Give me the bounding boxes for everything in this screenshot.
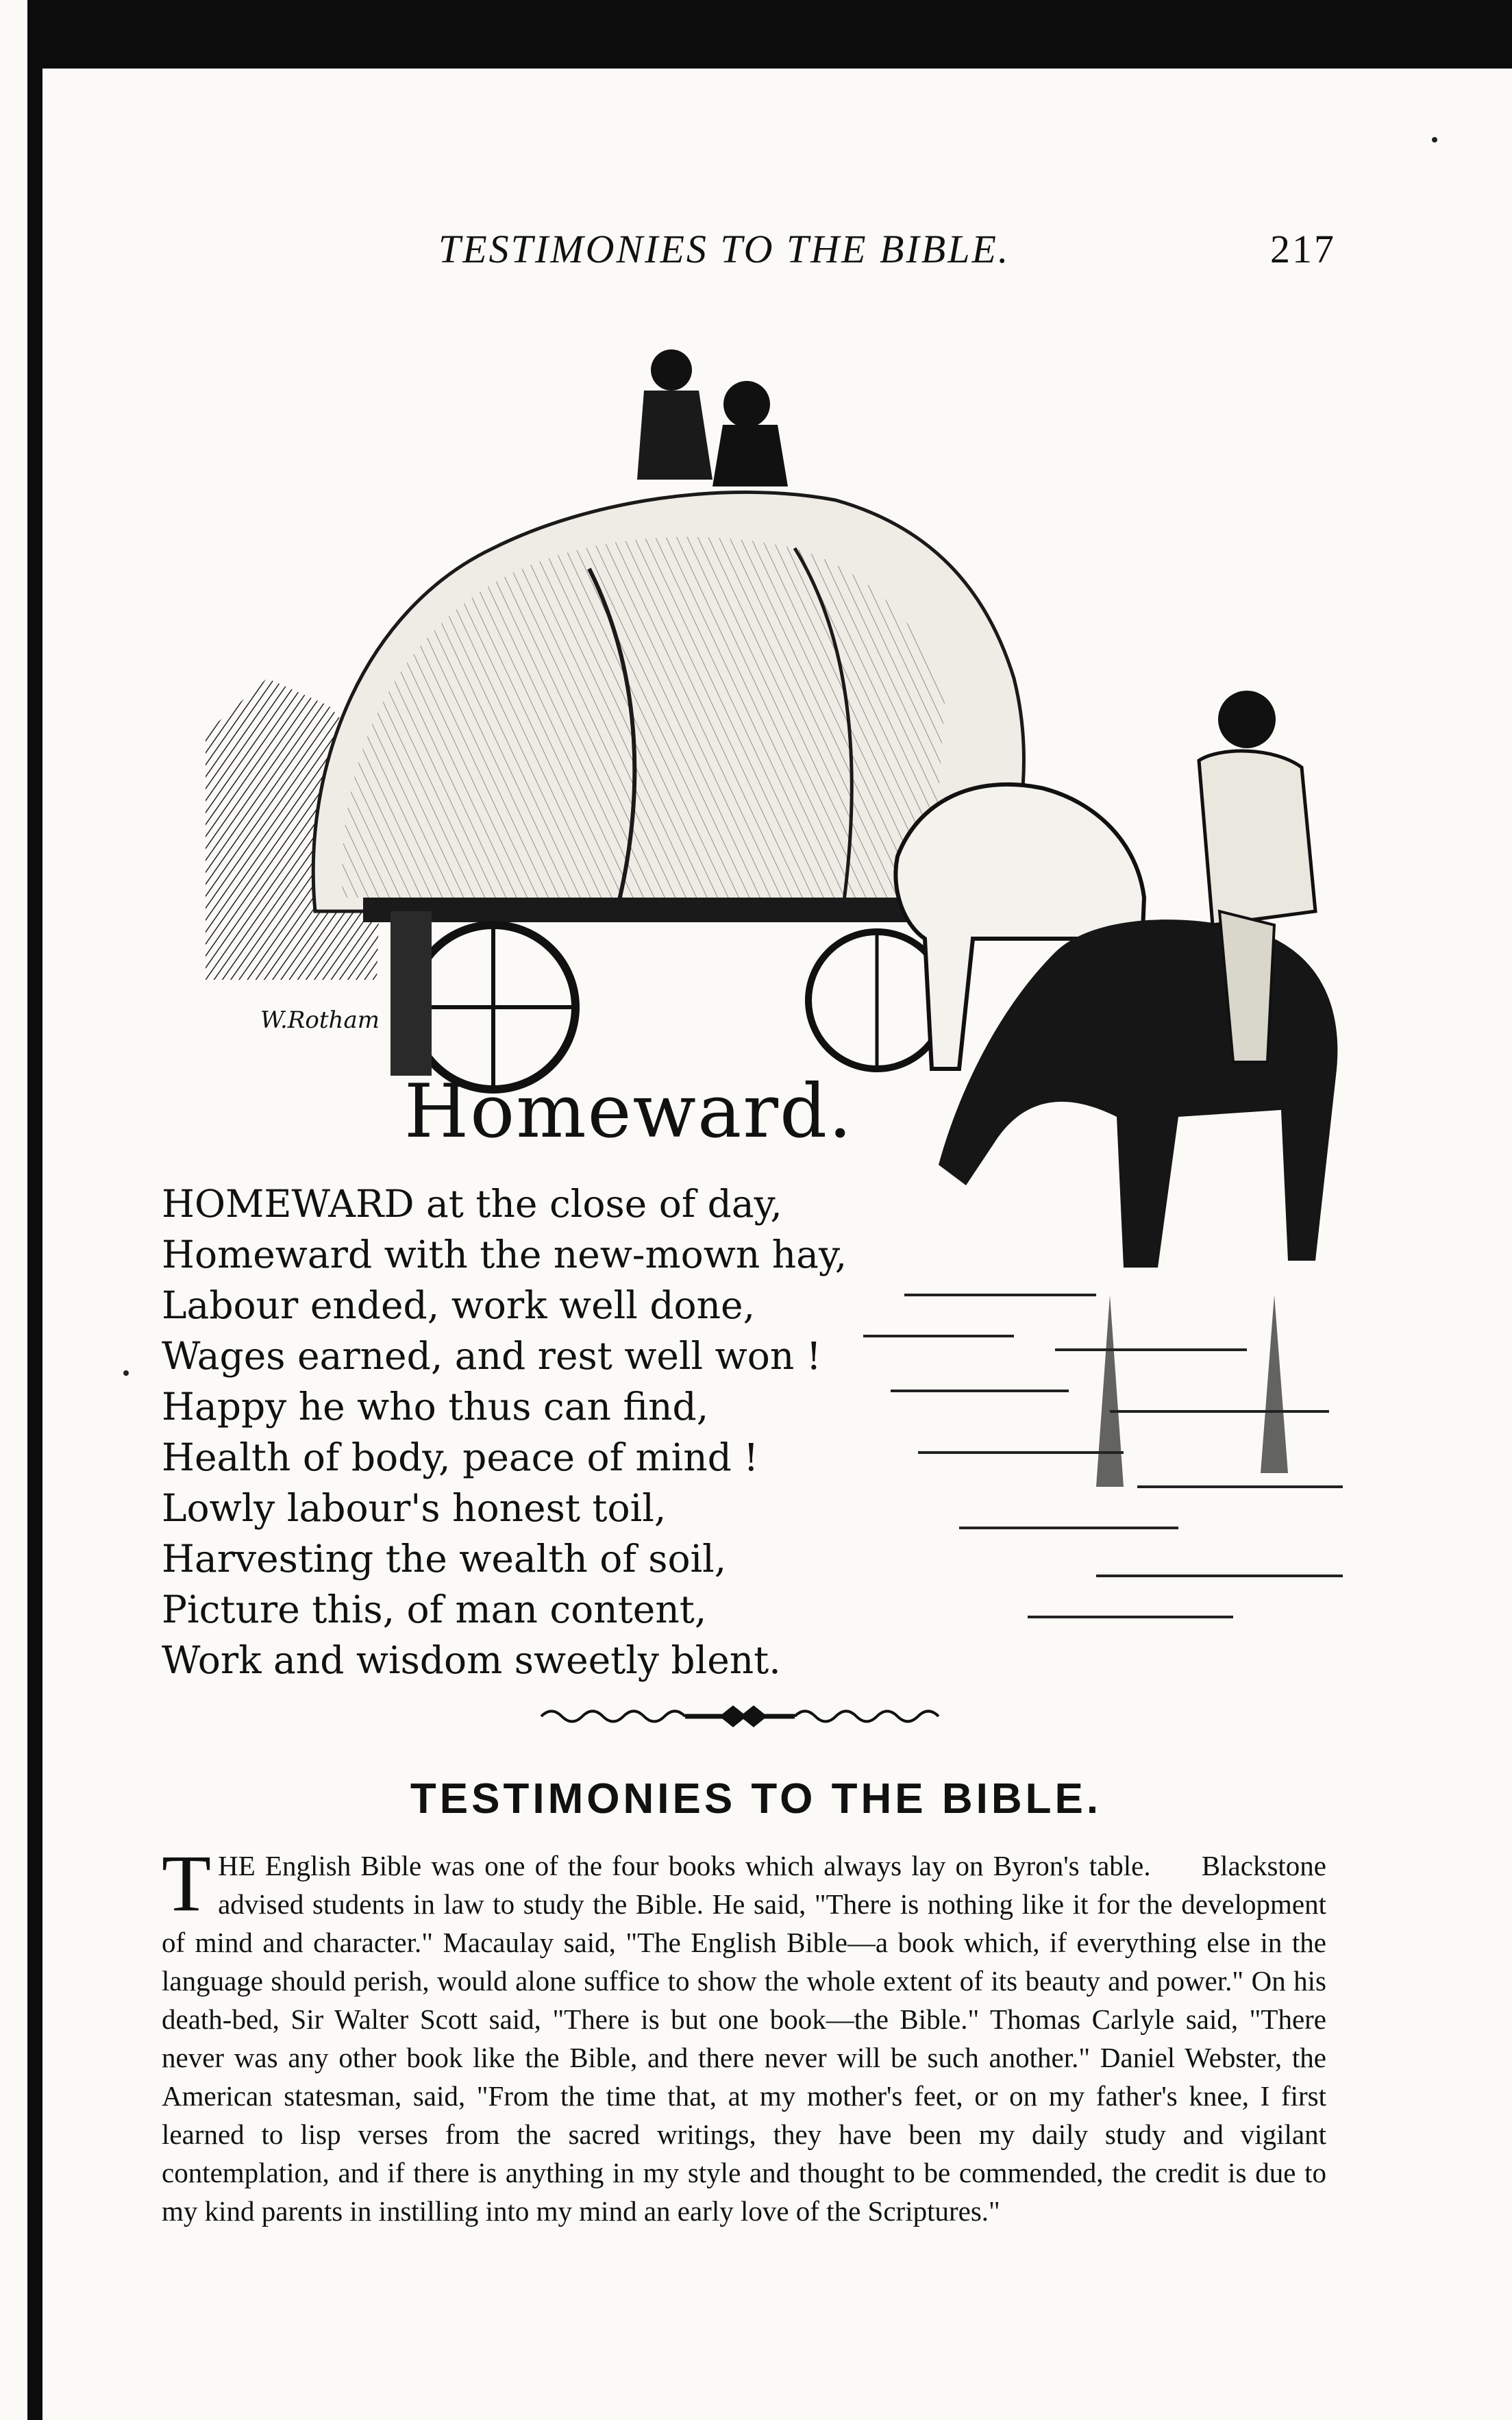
ornament-divider-icon [534,1696,945,1737]
running-head [438,226,1336,281]
poem-line: Picture this, of man content, [162,1588,707,1631]
page-frame-top-bar [27,0,1512,69]
page-frame-gap [42,69,1512,78]
poem-line: Health of body, peace of mind ! [162,1435,759,1479]
poem-line: Lowly labour's honest toil, [162,1486,667,1530]
poem-line: Harvesting the wealth of soil, [162,1537,727,1581]
print-speck [1432,137,1437,143]
first-line: HE English Bible was one of the four books which always lay on Byron's table. [218,1850,1151,1881]
page-frame-left-bar [27,0,42,2420]
section-heading: TESTIMONIES TO THE BIBLE. [410,1775,1102,1823]
poem-line: Work and wisdom sweetly blent. [162,1638,781,1682]
poem-line: HOMEWARD at the close of day, [162,1182,782,1226]
drop-cap: T [162,1838,212,1928]
poem [162,1178,881,1686]
page-number: 217 [1270,227,1336,271]
body-paragraph: Blackstone advised students in law to study the Bible. He said, "There is nothing like it for the development of mind and character." Macaulay said, "The English Bible—a book which, if everything else in the language should perish, would alone suffice to show the whole extent of its beauty and power." On his death-bed, Sir Walter Scott said, "There is but one book—the Bible." Thomas Carlyle said, "There never was any other book like the Bible, and there never will be such another." Daniel Webster, the American statesman, said, "From the time that, at my mother's feet, or on my father's knee, I first learned to lisp verses from the sacred writings, they have been my daily study and vigilant contemplation, and if there is anything in my style and thought to be commended, the credit is due to my kind parents in instilling into my mind an early love of the Scriptures." [162,1850,1326,2227]
article-body [162,1838,1326,2230]
poem-title: Homeward. [404,1069,854,1155]
svg-text:W.Rotham: W.Rotham [260,1007,380,1034]
poem-line: Homeward with the new-mown hay, [162,1233,847,1276]
running-title: TESTIMONIES TO THE BIBLE. [438,227,1011,271]
poem-line: Labour ended, work well done, [162,1283,756,1327]
print-speck [123,1370,129,1376]
poem-line: Happy he who thus can find, [162,1385,709,1429]
poem-line: Wages earned, and rest well won ! [162,1334,821,1378]
